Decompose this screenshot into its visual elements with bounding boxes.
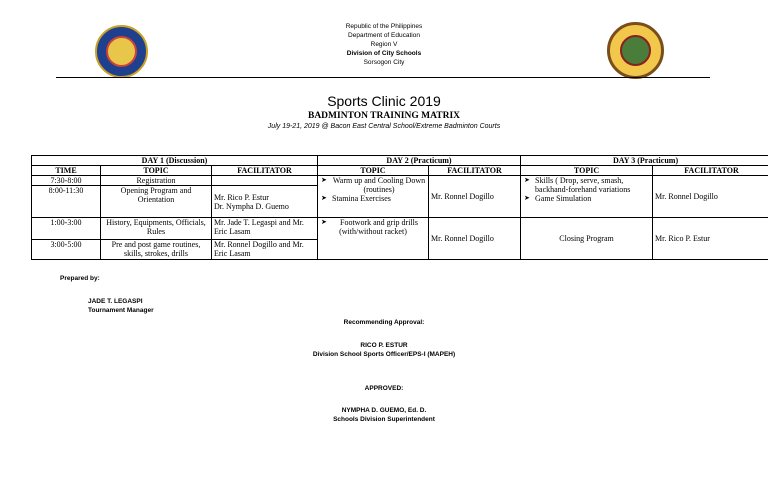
day1-facilitator-cell (212, 176, 318, 186)
day1-facilitator-cell: Mr. Ronnel Dogillo and Mr. Eric Lasam (212, 240, 318, 260)
day1-topic-cell: History, Equipments, Officials, Rules (101, 218, 212, 240)
table-row (32, 176, 768, 186)
event-dateline: July 19-21, 2019 @ Bacon East Central School/Extreme Badminton Courts (267, 123, 501, 130)
day2-facilitator-cell: Mr. Ronnel Dogillo (429, 218, 521, 260)
column-header-row (32, 166, 768, 176)
header-department: Department of Education (348, 32, 420, 39)
day1-topic-header: TOPIC (101, 166, 212, 176)
day3-header: DAY 3 (Practicum) (521, 156, 768, 166)
day2-topic-cell (318, 218, 429, 260)
approved-label: APPROVED: (364, 385, 404, 392)
day1-topic-cell: Registration (101, 176, 212, 186)
day3-facilitator-cell: Mr. Ronnel Dogillo (653, 176, 768, 218)
day3-facilitator-header: FACILITATOR (653, 166, 768, 176)
recommending-title: Division School Sports Officer/EPS-I (MAPEH) (312, 351, 456, 358)
time-cell: 7:30-8:00 (32, 176, 101, 186)
day1-facilitator-cell: Mr. Jade T. Legaspi and Mr. Eric Lasam (212, 218, 318, 240)
day1-topic-cell: Pre and post game routines, skills, strokes, drills (101, 240, 212, 260)
day2-topic-warmup: ➤ Warm up and Cooling Down (routines) (320, 176, 426, 194)
day3-topic-simulation: ➤ Game Simulation (523, 194, 650, 203)
page-subtitle: BADMINTON TRAINING MATRIX (307, 111, 460, 121)
day-header-row (32, 156, 768, 166)
time-cell: 8:00-11:30 (32, 186, 101, 218)
day2-facilitator-header: FACILITATOR (429, 166, 521, 176)
header-region: Region V (370, 41, 398, 48)
prepared-by-name: JADE T. LEGASPI (88, 298, 143, 305)
header-division: Division of City Schools (346, 50, 422, 57)
prepared-by-title: Tournament Manager (88, 307, 154, 314)
day3-facilitator-cell: Mr. Rico P. Estur (653, 218, 768, 260)
training-matrix-table (31, 155, 768, 260)
day2-topic-cell (318, 176, 429, 218)
facilitator-estur: Mr. Rico P. Estur (214, 192, 269, 202)
header-city: Sorsogon City (363, 59, 405, 66)
day3-topic-cell (521, 176, 653, 218)
prepared-by-label: Prepared by: (60, 275, 100, 282)
day1-facilitator-header: FACILITATOR (212, 166, 318, 176)
day3-topic-skills: ➤ Skills ( Drop, serve, smash, backhand-forehand variations (523, 176, 650, 194)
day2-facilitator-cell: Mr. Ronnel Dogillo (429, 176, 521, 218)
day2-topic-footwork: ➤ Footwork and grip drills (320, 218, 426, 227)
day2-topic-header: TOPIC (318, 166, 429, 176)
header-divider (56, 77, 710, 78)
day2-topic-racket: (with/without racket) (339, 227, 407, 236)
recommending-label: Recommending Approval: (343, 319, 425, 326)
day2-topic-stamina: ➤ Stamina Exercises (320, 194, 426, 203)
facilitator-guemo: Dr. Nympha D. Guemo (214, 201, 289, 211)
time-cell: 1:00-3:00 (32, 218, 101, 240)
day3-topic-header: TOPIC (521, 166, 653, 176)
day1-facilitator-cell (212, 186, 318, 218)
recommending-name: RICO P. ESTUR (360, 342, 408, 349)
approved-name: NYMPHA D. GUEMO, Ed. D. (341, 407, 427, 414)
day3-topic-cell: Closing Program (521, 218, 653, 260)
time-header: TIME (32, 166, 101, 176)
approved-title: Schools Division Superintendent (333, 416, 435, 423)
time-cell: 3:00-5:00 (32, 240, 101, 260)
day2-header: DAY 2 (Practicum) (318, 156, 521, 166)
day1-topic-cell: Opening Program and Orientation (101, 186, 212, 218)
table-row (32, 218, 768, 240)
day1-header: DAY 1 (Discussion) (32, 156, 318, 166)
header-republic: Republic of the Philippines (345, 23, 423, 30)
page-title: Sports Clinic 2019 (327, 93, 441, 109)
